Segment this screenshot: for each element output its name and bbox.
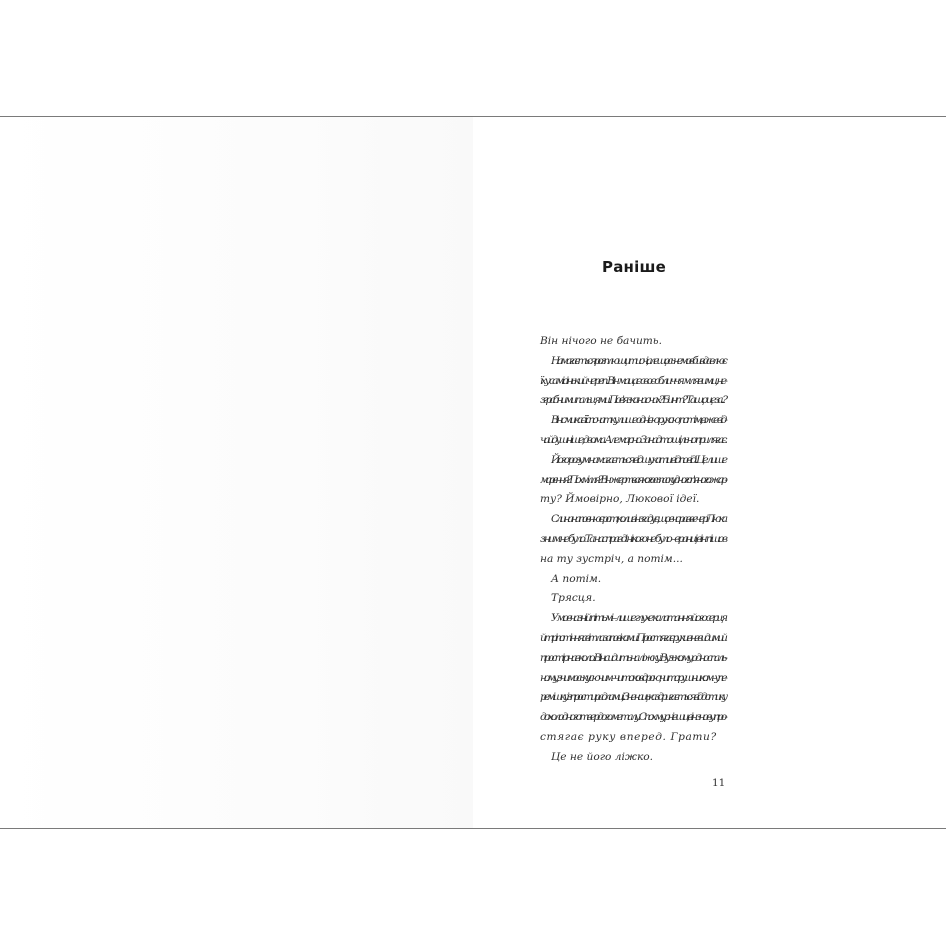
page-number: 11: [712, 777, 726, 789]
text-line: чайдушніше, двома. Але марно. Занадто щільно прилягає.: [540, 433, 726, 446]
paragraph: [540, 352, 728, 411]
text-line: Трясця.: [551, 592, 596, 605]
text-line: ному, з чимось кусючим – чи то ковдрою, чи то рушником – упе-: [540, 671, 725, 684]
paragraph: [540, 609, 728, 748]
left-page: [0, 117, 473, 828]
text-line: стягає руку вперед. Грати?: [540, 730, 717, 743]
text-line: до холодного твердого металу. Спохмурнівши, він знову про-: [540, 711, 726, 724]
text-line: Його розум намагається відшукати відповіді. Це лише: [551, 453, 726, 466]
paragraph: [540, 332, 728, 352]
bottom-border-line: [0, 828, 946, 829]
text-line: простір навколо. Він сидить на ліжку. Вузькому, односпаль-: [540, 651, 726, 664]
text-line: А потім.: [551, 572, 602, 585]
text-line: Він смикає її спочатку лише однією рукою, потім, вже від-: [551, 414, 726, 427]
text-line: ремішку із простирадлами, і... Зненацька здригається від дотику: [540, 691, 725, 704]
text-line: Намагається розплющити очі, але щось немов би вдавлює: [551, 354, 725, 367]
text-line: Це не його ліжко.: [551, 750, 654, 763]
body-text: [540, 332, 728, 768]
book-spread: [0, 117, 946, 828]
paragraph: [540, 510, 728, 569]
text-line: Слина наповнює рот, коли він згадує, що вчора ввечері Люка: [551, 513, 725, 526]
text-line: з ним не було. Та насправді нікого не було – вранці він пішов: [540, 532, 726, 545]
paragraph: [540, 748, 728, 768]
text-line: на ту зустріч, а потім...: [540, 552, 683, 565]
paragraph: [540, 451, 728, 510]
text-line: Він нічого не бачить.: [540, 335, 662, 347]
paragraph: [540, 411, 728, 451]
text-line: У мовчазній пітьмі – лише глухе калатання його серця: [551, 612, 726, 625]
text-line: зграбними пальцями. Пов'язка на очах? Бинт? Та що це за...?: [540, 394, 726, 407]
text-line: й тріпотіння світла за повіками. Простягає руки в невидимий: [540, 631, 725, 644]
text-line: марення? Похмілля? Він жертва якогось паскудного п'яного жар-: [540, 473, 725, 486]
text-line: ту? Ймовірно, Люкової ідеї.: [540, 493, 700, 506]
paragraph: [540, 589, 728, 609]
paragraph: [540, 570, 728, 590]
chapter-title: Раніше: [602, 258, 666, 276]
text-line: їх у самісінький череп. Він мацає своє обличчя млявими, не-: [540, 374, 726, 387]
